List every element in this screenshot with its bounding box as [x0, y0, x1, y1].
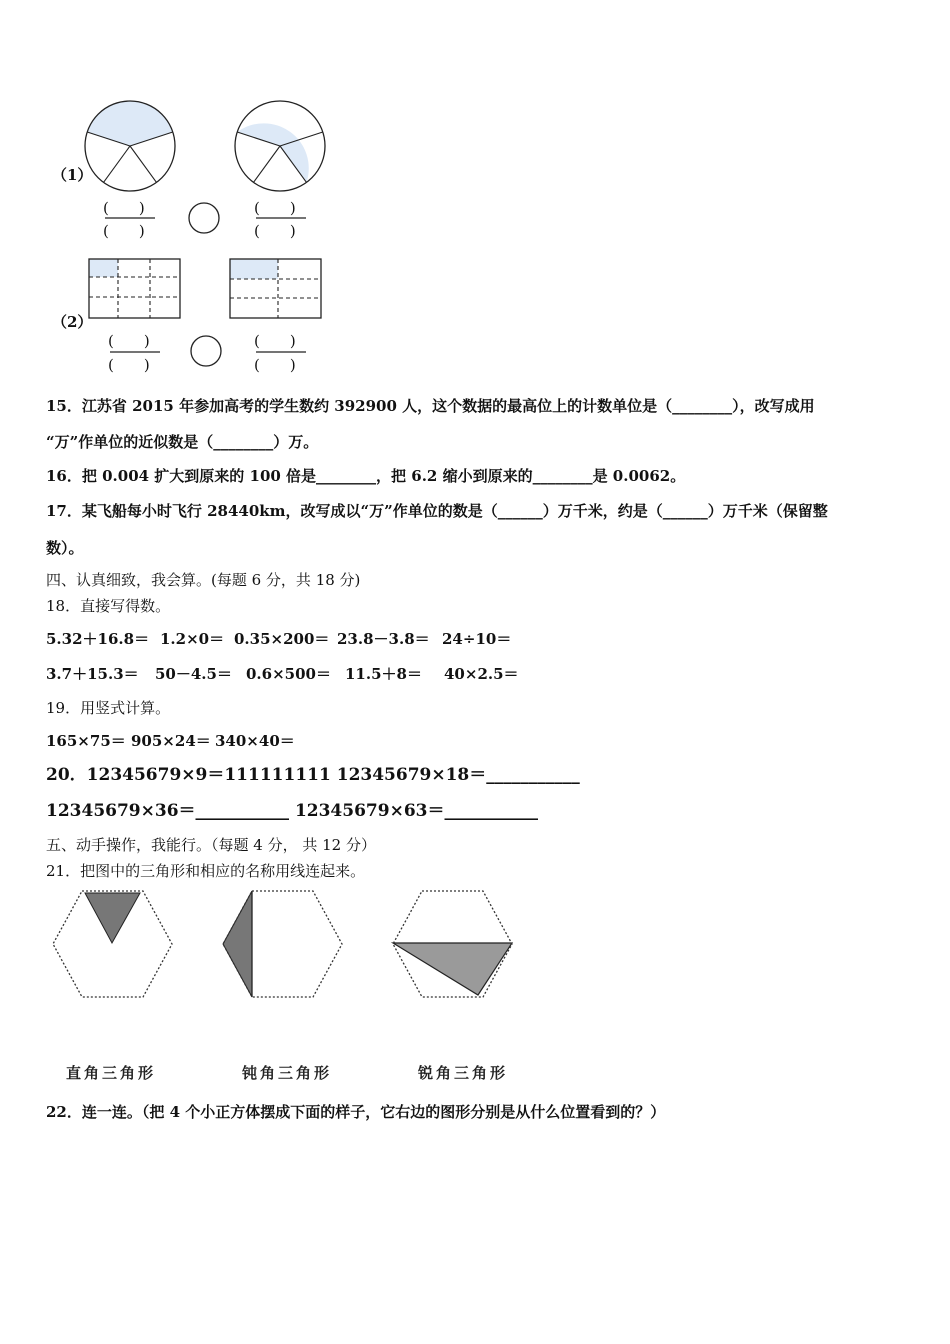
q18: 18．直接写得数。 [46, 597, 171, 615]
numerator-blank[interactable]: ( ) [108, 332, 150, 350]
hexagon-3 [393, 891, 512, 997]
q18-item: 5.32＋16.8＝ [46, 630, 150, 648]
compare-circle-2[interactable] [191, 336, 221, 366]
section4-heading: 四、认真细致，我会算。(每题 6 分，共 18 分) [46, 571, 361, 589]
numerator-blank[interactable]: ( ) [254, 199, 296, 217]
triangle-label-obtuse[interactable]: 钝角三角形 [242, 1064, 333, 1082]
q15-line2: “万”作单位的近似数是（________）万。 [46, 433, 319, 451]
q17-line1: 17．某飞船每小时飞行 28440km，改写成以“万”作单位的数是（______）万千米，约是（______）万千米（保留整 [46, 502, 828, 520]
q18-item: 0.6×500＝ [246, 665, 331, 683]
numerator-blank[interactable]: ( ) [254, 332, 296, 350]
q19-item: 165×75＝ [46, 732, 126, 750]
rect-fraction-left [89, 259, 180, 318]
q20-line1: 20．12345679×9＝111111111 12345679×18＝___________ [46, 765, 580, 785]
q19-item: 340×40＝ [215, 732, 295, 750]
q16: 16．把 0.004 扩大到原来的 100 倍是________，把 6.2 缩小到原来的________是 0.0062。 [46, 467, 686, 485]
triangle-label-acute[interactable]: 锐角三角形 [418, 1064, 509, 1082]
hexagon-1 [53, 891, 172, 997]
triangle-label-right[interactable]: 直角三角形 [66, 1064, 157, 1082]
q17-line2: 数）。 [46, 539, 84, 557]
q18-item: 1.2×0＝ [160, 630, 225, 648]
denominator-blank[interactable]: ( ) [254, 356, 296, 374]
hexagon-2 [223, 891, 342, 997]
q18-item: 24÷10＝ [442, 630, 512, 648]
part2-label: （2） [52, 313, 93, 331]
q21: 21．把图中的三角形和相应的名称用线连起来。 [46, 862, 366, 880]
q20-line2: 12345679×36＝___________ 12345679×63＝___________ [46, 801, 538, 821]
circle-fraction-right [235, 101, 325, 191]
q19-item: 905×24＝ [131, 732, 211, 750]
q18-item: 0.35×200＝ [234, 630, 330, 648]
q18-item: 40×2.5＝ [444, 665, 519, 683]
section5-heading: 五、动手操作，我能行。（每题 4 分， 共 12 分） [46, 836, 376, 854]
numerator-blank[interactable]: ( ) [103, 199, 145, 217]
denominator-blank[interactable]: ( ) [254, 222, 296, 240]
q18-item: 11.5＋8＝ [345, 665, 422, 683]
denominator-blank[interactable]: ( ) [103, 222, 145, 240]
circle-fraction-left [85, 101, 175, 191]
q19: 19．用竖式计算。 [46, 699, 171, 717]
rect-fraction-right [230, 259, 321, 318]
q15-line1: 15．江苏省 2015 年参加高考的学生数约 392900 人，这个数据的最高位上的计数单位是（________），改写成用 [46, 397, 815, 415]
q18-item: 3.7＋15.3＝ [46, 665, 139, 683]
part1-label: （1） [52, 166, 93, 184]
q22: 22．连一连。（把 4 个小正方体摆成下面的样子，它右边的图形分别是从什么位置看到的？） [46, 1103, 666, 1121]
q18-item: 50－4.5＝ [155, 665, 232, 683]
denominator-blank[interactable]: ( ) [108, 356, 150, 374]
compare-circle-1[interactable] [189, 203, 219, 233]
q18-item: 23.8－3.8＝ [337, 630, 430, 648]
